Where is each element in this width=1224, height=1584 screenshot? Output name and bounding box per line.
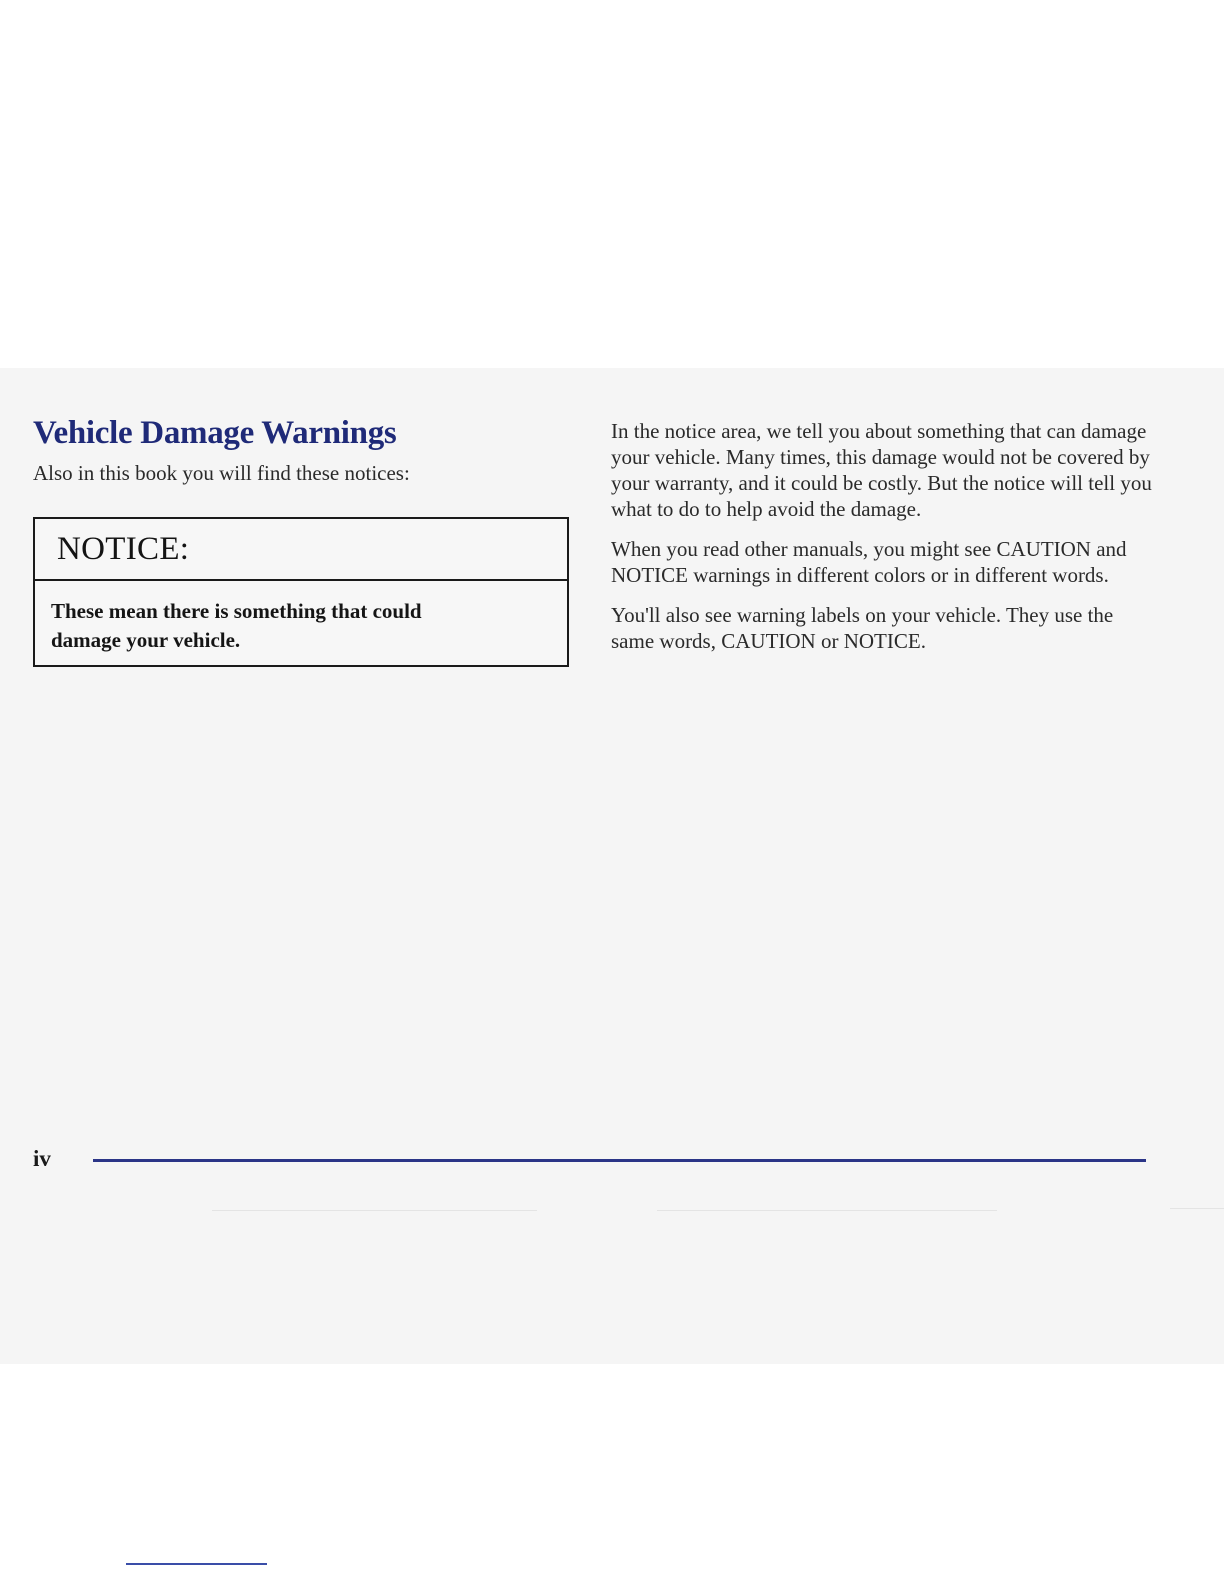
footer-rule bbox=[93, 1159, 1146, 1162]
faint-scan-line bbox=[212, 1210, 537, 1211]
bottom-link-mark bbox=[126, 1563, 267, 1565]
paragraph-warning-labels: You'll also see warning labels on your vehicle. They use the same words, CAUTION or NOTICE. bbox=[611, 603, 1114, 653]
notice-box bbox=[33, 517, 569, 667]
left-column bbox=[33, 413, 578, 487]
right-column bbox=[611, 418, 1159, 668]
notice-label: NOTICE: bbox=[57, 530, 190, 567]
page-number: iv bbox=[33, 1146, 51, 1171]
paragraph-notice-area: In the notice area, we tell you about something that can damage your vehicle. Many times, this damage would not be covered by your warranty, and it could be costly. But the notice will tell you what to do to help avoid the damage. bbox=[611, 419, 1152, 521]
notice-body bbox=[35, 581, 567, 655]
intro-text: Also in this book you will find these notices: bbox=[33, 461, 410, 485]
notice-body-line-2: damage your vehicle. bbox=[51, 628, 241, 652]
paragraph-other-manuals: When you read other manuals, you might see CAUTION and NOTICE warnings in different colors or in different words. bbox=[611, 537, 1127, 587]
section-title: Vehicle Damage Warnings bbox=[33, 415, 397, 451]
notice-body-line-1: These mean there is something that could bbox=[51, 599, 422, 623]
faint-scan-line bbox=[657, 1210, 997, 1211]
notice-header bbox=[35, 519, 567, 581]
faint-scan-line bbox=[1170, 1208, 1224, 1209]
